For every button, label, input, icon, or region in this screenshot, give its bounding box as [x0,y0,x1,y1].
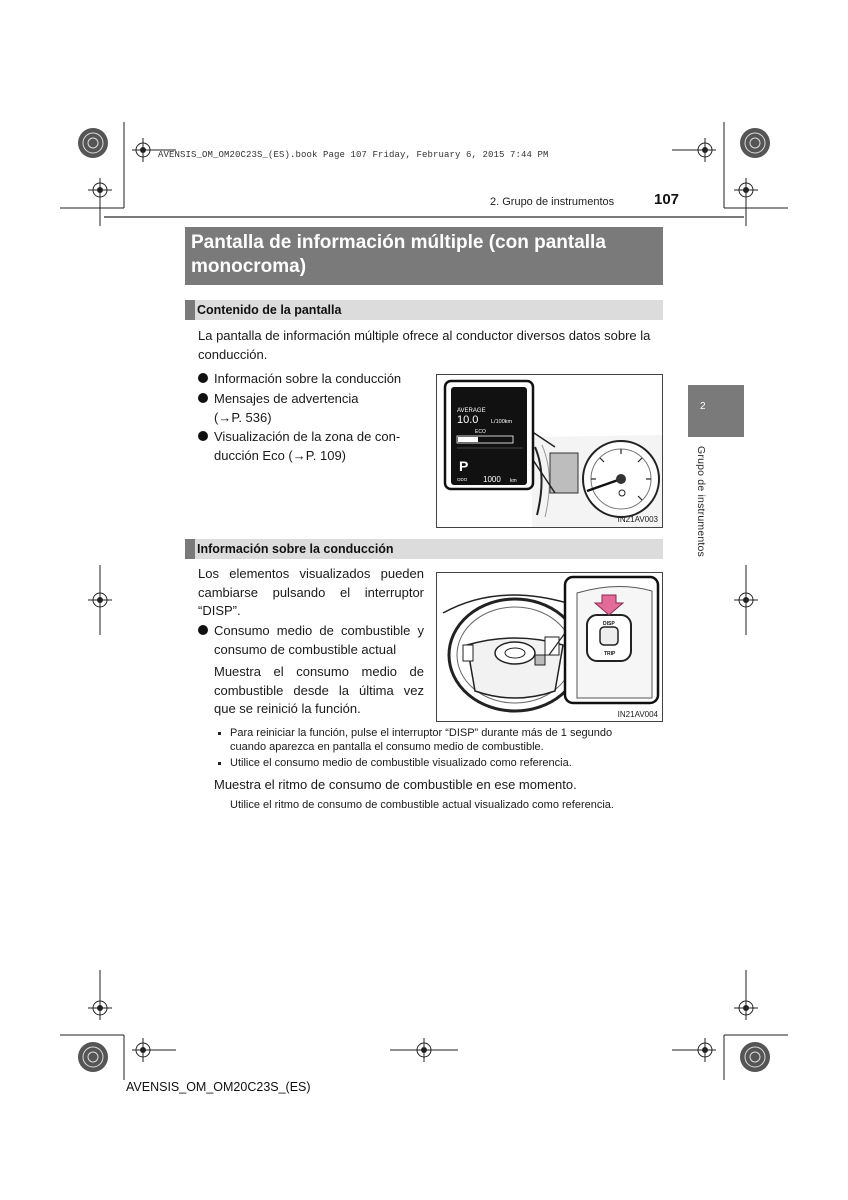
display-eco-label: ECO [475,429,486,435]
figure1-code: IN21AV003 [617,515,658,524]
figure-steering-wheel [436,572,663,722]
header-section-title: 2. Grupo de instrumentos [490,196,615,208]
figure-cluster-display [436,374,663,528]
cluster-illustration [437,375,662,527]
display-odo-value: 1000 [483,475,501,484]
description-line: que se reinició la función. [214,701,361,716]
section-heading-informacion: Información sobre la conducción [185,539,663,559]
button-disp-label: DISP [603,621,615,627]
bullet-continuation: ducción Eco (→P. 109) [214,448,346,463]
description-line: Muestra el consumo medio de [214,664,424,679]
note-continuation: cuando aparezca en pantalla el consumo medio de combustible. [230,741,544,753]
chapter-tab [688,385,744,437]
display-gear: P [459,458,469,474]
page-title: Pantalla de información múltiple (con pantalla monocroma) [185,227,663,285]
chapter-label: Grupo de instrumentos [695,446,707,558]
display-odo-unit: km [510,478,517,484]
note-item: Para reiniciar la función, pulse el interruptor “DISP” durante más de 1 segundo [230,726,612,741]
bullet-item: Consumo medio de combustible y [214,621,424,640]
section1-intro: La pantalla de información múltiple ofrece al conductor diversos datos sobre la conducción. [198,328,651,362]
current-consumption-desc: Muestra el ritmo de consumo de combustible en ese momento. [214,777,577,792]
display-average-label: AVERAGE [457,408,486,414]
bullet-continuation: (→P. 536) [214,410,272,425]
note-item: Utilice el consumo medio de combustible visualizado como referencia. [230,756,572,771]
display-unit: L/100km [491,419,513,425]
section2-intro-line: “DISP”. [198,603,241,618]
figure2-code: IN21AV004 [617,710,658,719]
section2-intro-line: Los elementos visualizados pueden [198,566,424,581]
page-number: 107 [654,191,680,208]
header-rule [104,216,744,218]
print-info: AVENSIS_OM_OM20C23S_(ES).book Page 107 Friday, February 6, 2015 7:44 PM [158,150,549,160]
bullet-item: Mensajes de advertencia [214,389,359,408]
bullet-item: Información sobre la conducción [214,369,401,388]
description-line: combustible desde la última vez [214,683,424,698]
chapter-number: 2 [700,401,706,412]
section-heading-contenido: Contenido de la pantalla [185,300,663,320]
footer-code: AVENSIS_OM_OM20C23S_(ES) [126,1080,311,1094]
section2-intro-line: cambiarse pulsando el interruptor [198,585,424,600]
steering-wheel-illustration [437,573,662,721]
bullet-continuation: consumo de combustible actual [214,642,397,657]
button-trip-label: TRIP [604,651,616,657]
display-value: 10.0 [457,414,479,426]
current-consumption-note: Utilice el ritmo de consumo de combustible actual visualizado como referencia. [230,799,614,811]
bullet-item: Visualización de la zona de con- [214,427,424,446]
display-odo-label: ODO [457,477,468,482]
